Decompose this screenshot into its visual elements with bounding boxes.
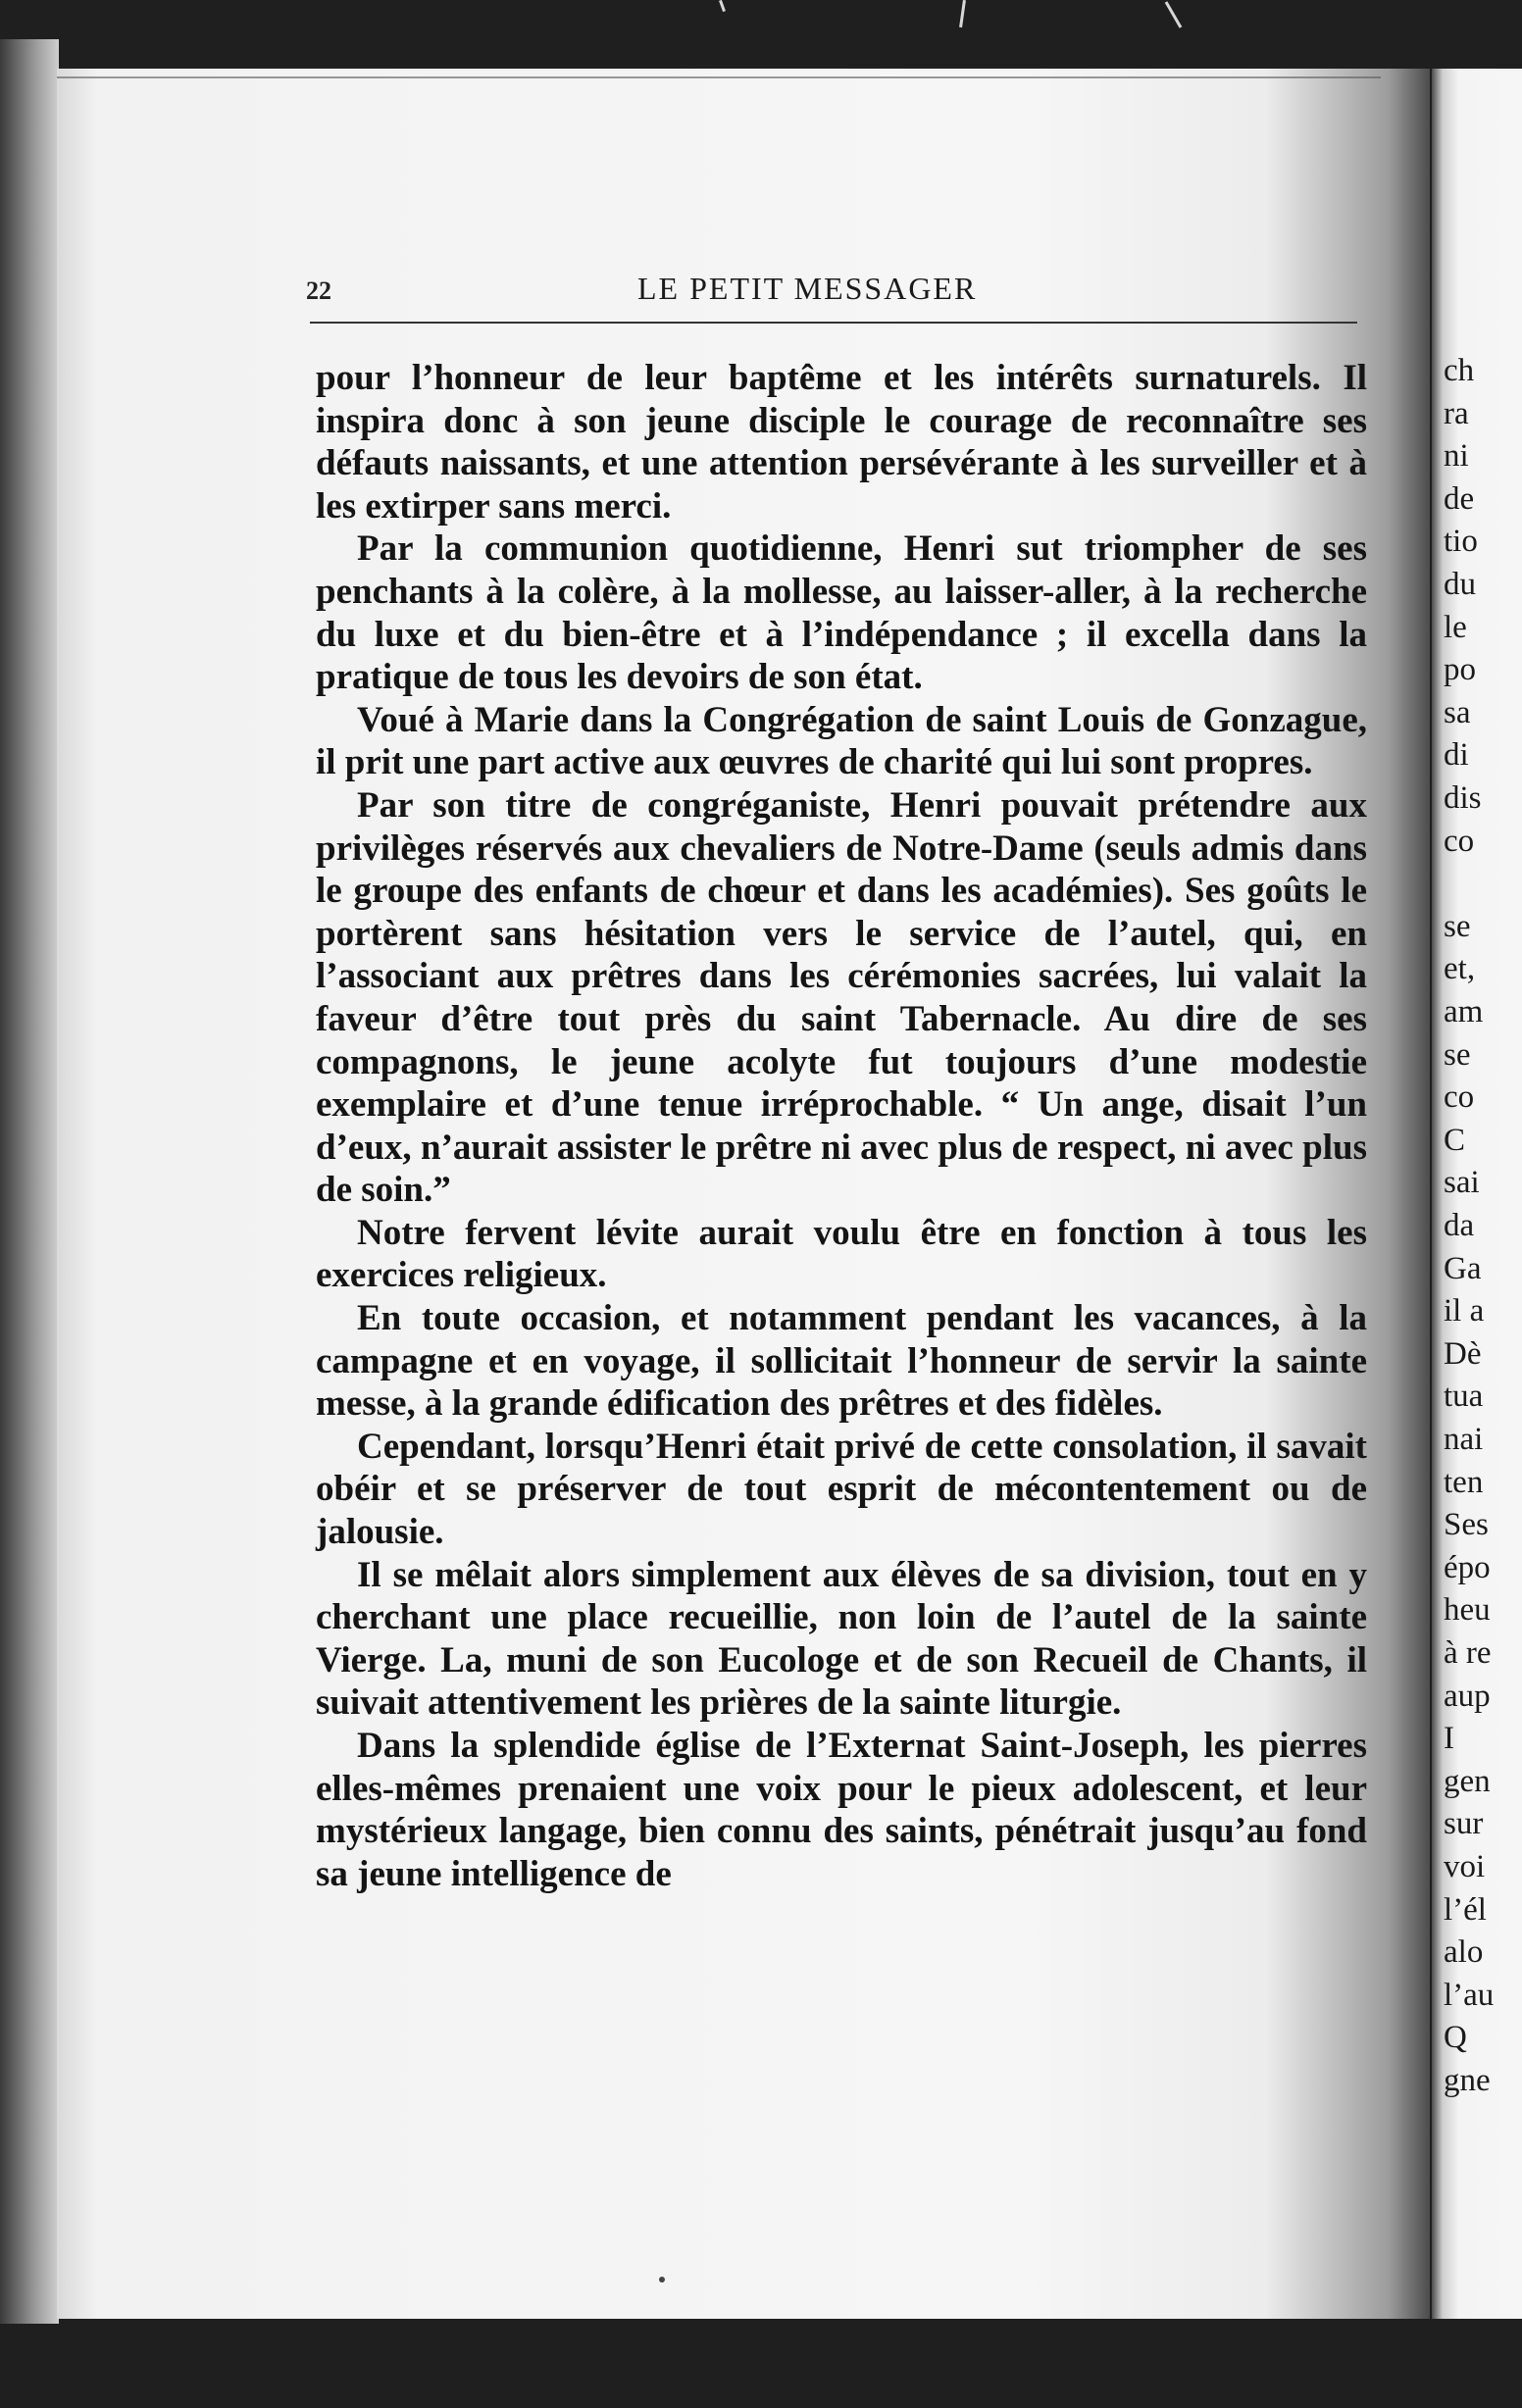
paragraph: Cependant, lorsqu’Henri était privé de cette consolation, il savait obéir et se préserver de tout esprit de mécontentement ou de jalousie. bbox=[316, 1426, 1367, 1553]
paragraph: Notre fervent lévite aurait voulu être en fonction à tous les exercices religieux. bbox=[316, 1212, 1367, 1296]
facing-page-line: co bbox=[1444, 1079, 1475, 1116]
facing-page-line: aup bbox=[1444, 1678, 1491, 1714]
facing-page-line: alo bbox=[1444, 1934, 1484, 1971]
facing-page-line: po bbox=[1444, 652, 1476, 688]
facing-page-line: à re bbox=[1444, 1635, 1492, 1671]
page-header bbox=[306, 271, 1365, 316]
facing-page-line: de bbox=[1444, 480, 1475, 517]
paragraph: En toute occasion, et notamment pendant les vacances, à la campagne et en voyage, il sollicitait l’honneur de servir la sainte messe, à la grande édification des prêtres et des fidèles. bbox=[316, 1298, 1367, 1425]
facing-page-line: se bbox=[1444, 908, 1471, 944]
paragraph: Dans la splendide église de l’Externat Saint-Joseph, les pierres elles-mêmes prenaient une voix pour le pieux adolescent, et leur mystérieux langage, bien connu des saints, pénétrait jusqu’au fond sa jeune intelligence de bbox=[316, 1726, 1367, 1894]
scan-speck bbox=[659, 2277, 665, 2283]
running-title: LE PETIT MESSAGER bbox=[637, 271, 978, 306]
facing-page-line: C bbox=[1444, 1122, 1466, 1158]
facing-page-line: I bbox=[1444, 1721, 1454, 1757]
facing-page-line: ra bbox=[1444, 395, 1469, 431]
facing-page-line: Dè bbox=[1444, 1335, 1482, 1372]
facing-page-line: Ga bbox=[1444, 1250, 1482, 1286]
facing-page-line: sur bbox=[1444, 1806, 1484, 1842]
facing-page-line: gne bbox=[1444, 2063, 1491, 2098]
facing-page-line: du bbox=[1444, 567, 1476, 602]
paragraph: Par la communion quotidienne, Henri sut triompher de ses penchants à la colère, à la mollesse, au laisser-aller, à la recherche du luxe et du bien-être et à l’indépendance ; il excella dans la pratique de tous les devoirs de son état. bbox=[316, 528, 1367, 698]
facing-page-line: le bbox=[1444, 609, 1467, 645]
facing-page-line: l’él bbox=[1444, 1891, 1487, 1928]
facing-page-line: di bbox=[1444, 737, 1469, 774]
facing-page-line: sai bbox=[1444, 1165, 1480, 1201]
paragraph: Il se mêlait alors simplement aux élèves de sa division, tout en y cherchant une place recueillie, non loin de l’autel de la sainte Vierge. La, muni de son Eucologe et de son Recueil de Chants, il suivait attentivement les prières de la sainte liturgie. bbox=[316, 1554, 1367, 1724]
facing-page-line: sa bbox=[1444, 694, 1471, 730]
facing-page-line: co bbox=[1444, 823, 1475, 859]
facing-page-line: dis bbox=[1444, 780, 1482, 816]
book-left-edge bbox=[0, 39, 59, 2324]
facing-page-line: et, bbox=[1444, 951, 1476, 987]
paragraph: pour l’honneur de leur baptême et les intérêts surnaturels. Il inspira donc à son jeune disciple le courage de reconnaître ses défauts naissants, et une attention persévérante à les surveiller et à les extirper sans merci. bbox=[316, 358, 1367, 527]
facing-page-line: Q bbox=[1444, 2020, 1467, 2056]
paragraph: Par son titre de congréganiste, Henri pouvait prétendre aux privilèges réservés aux chevaliers de Notre-Dame (seuls admis dans le groupe des enfants de chœur et dans les académies). Ses goûts le portèrent sans hésitation vers le service de l’autel, qui, en l’associant aux prêtres dans les cérémonies sacrées, lui valait la faveur d’être tout près du saint Tabernacle. Au dire de ses compagnons, le jeune acolyte fut toujours d’une modestie exemplaire et d’une tenue irréprochable. “ Un ange, disait l’un d’eux, n’aurait assister le prêtre ni avec plus de respect, ni avec plus de soin.” bbox=[316, 784, 1367, 1211]
facing-page-line: tua bbox=[1444, 1379, 1484, 1415]
facing-page-line: tio bbox=[1444, 524, 1478, 560]
facing-page-line: ch bbox=[1444, 353, 1475, 388]
header-divider bbox=[310, 322, 1357, 324]
facing-page-line: am bbox=[1444, 994, 1484, 1029]
page-body-text bbox=[316, 357, 1367, 1895]
page-number: 22 bbox=[306, 276, 331, 305]
facing-page-line: il a bbox=[1444, 1293, 1485, 1329]
facing-page-line: nai bbox=[1444, 1422, 1484, 1457]
page-top-edge bbox=[57, 76, 1381, 78]
facing-page-line: ten bbox=[1444, 1464, 1484, 1500]
facing-page-line: Ses bbox=[1444, 1507, 1489, 1543]
facing-page-line: heu bbox=[1444, 1592, 1491, 1629]
facing-page-line: gen bbox=[1444, 1763, 1491, 1799]
facing-page-line: voi bbox=[1444, 1849, 1486, 1884]
facing-page-line: da bbox=[1444, 1208, 1475, 1243]
facing-page-line: l’au bbox=[1444, 1977, 1495, 2013]
facing-page-line: ni bbox=[1444, 438, 1469, 475]
facing-page-fragment bbox=[1432, 69, 1522, 2319]
paragraph: Voué à Marie dans la Congrégation de saint Louis de Gonzague, il prit une part active aux œuvres de charité qui lui sont propres. bbox=[316, 699, 1367, 783]
facing-page-line: épo bbox=[1444, 1549, 1491, 1585]
facing-page-line: se bbox=[1444, 1036, 1471, 1073]
